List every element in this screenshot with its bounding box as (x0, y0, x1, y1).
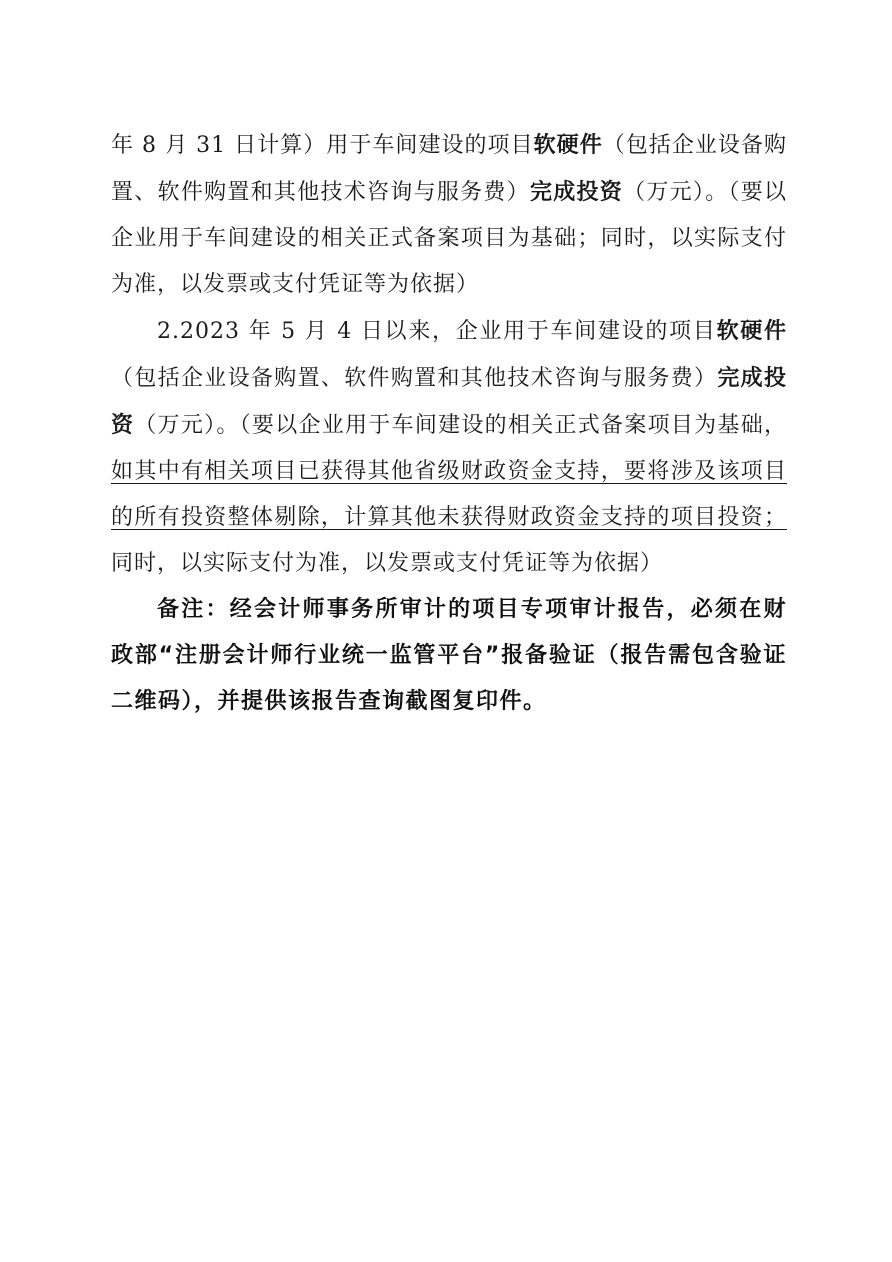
paragraph-2-text-d: 同时，以实际支付为准，以发票或支付凭证等为依据） (111, 551, 664, 576)
document-body (111, 122, 787, 725)
paragraph-1-text-b: （包括企业设备购置、软件购置和其他技术咨询与服务费） (111, 133, 787, 205)
paragraph-2-text-a: 2.2023 年 5 月 4 日以来，企业用于车间建设的项目 (157, 319, 717, 344)
paragraph-2-text-c: （万元）。（要以企业用于车间建设的相关正式备案项目为基础， (134, 413, 787, 438)
paragraph-1-bold-completed-investment: 完成投资 (529, 179, 624, 205)
paragraph-1-bold-software-hardware: 软硬件 (533, 132, 603, 158)
paragraph-2-text-b: （包括企业设备购置、软件购置和其他技术咨询与服务费） (111, 366, 718, 391)
paragraph-2-underlined-clause: 如其中有相关项目已获得其他省级财政资金支持，要将涉及该项目的所有投资整体剔除，计算其他未获得财政资金支持的项目投资； (111, 459, 787, 530)
paragraph-1 (111, 122, 787, 308)
paragraph-2 (111, 308, 787, 587)
paragraph-1-text-a: 年 8 月 31 日计算）用于车间建设的项目 (111, 133, 534, 158)
paragraph-2-bold-software-hardware: 软硬件 (716, 318, 787, 344)
paragraph-1-text-c: （万元）。（要以企业用于车间建设的相关正式备案项目为基础；同时，以实际支付为准，以发票或支付凭证等为依据） (111, 180, 787, 297)
paragraph-2-bold-completed-investment: 完成投资 (111, 365, 787, 438)
note-paragraph: 备注：经会计师事务所审计的项目专项审计报告，必须在财政部“注册会计师行业统一监管平台”报备验证（报告需包含验证二维码），并提供该报告查询截图复印件。 (111, 597, 787, 714)
